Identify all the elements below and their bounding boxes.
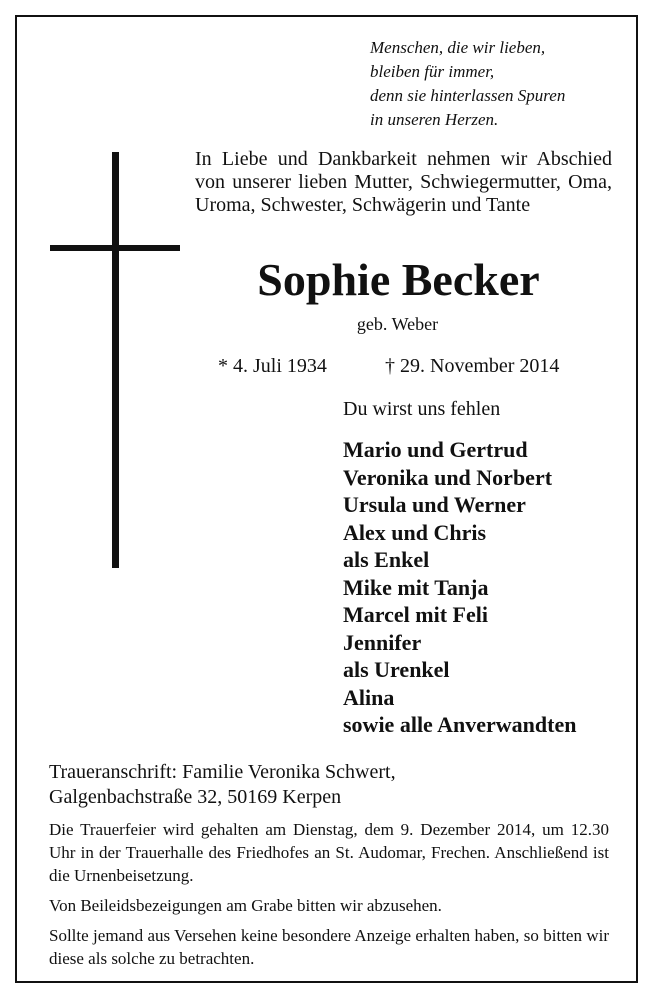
mourner-entry: als Urenkel [343,657,450,682]
mourner-entry: sowie alle Anverwandten [343,712,577,737]
missing-notice-note: Sollte jemand aus Versehen keine besondere Anzeige erhalten haben, so bitten wir diese als solche zu betrachten. [49,926,609,968]
intro-text: In Liebe und Dankbarkeit nehmen wir Abschied von unserer lieben Mutter, Schwiegermutter, Oma, Uroma, Schwester, Schwägerin und Tante [195,148,612,216]
deceased-name: Sophie Becker [257,254,540,305]
death-date: † 29. November 2014 [385,355,560,377]
motto-line: denn sie hinterlassen Spuren [370,86,566,105]
mourner-entry: Ursula und Werner [343,492,526,517]
maiden-name: geb. Weber [356,314,439,334]
motto-line: in unseren Herzen. [370,110,499,129]
mourner-entry: Mario und Gertrud [343,437,528,462]
mourner-entry: Marcel mit Feli [343,602,488,627]
cross-icon [112,152,119,568]
mourner-entry: Alex und Chris [343,519,487,545]
cross-icon-crossbar [50,245,180,251]
mourner-entry: als Enkel [343,547,430,572]
motto-line: Menschen, die wir lieben, [370,38,546,57]
mourner-entry: Jennifer [343,629,422,655]
farewell-line: Du wirst uns fehlen [343,398,501,420]
mourner-entry: Mike mit Tanja [343,574,489,600]
mourners-list [343,436,576,739]
condolence-notice: Von Beileidsbezeigungen am Grabe bitten wir abzusehen. [49,896,442,915]
address-line: Traueranschrift: Familie Veronika Schwert, [49,761,396,783]
ceremony-notice: Die Trauerfeier wird gehalten am Dienstag, dem 9. Dezember 2014, um 12.30 Uhr in der Trauerhalle des Friedhofes an St. Audomar, Frechen. Anschließend ist die Urnenbeisetzung. [49,820,609,885]
mourner-entry: Alina [343,684,395,710]
motto-verse [370,36,565,132]
motto-line: bleiben für immer, [370,62,495,81]
address-line: Galgenbachstraße 32, 50169 Kerpen [49,786,342,808]
mourning-address [49,760,396,810]
mourner-entry: Veronika und Norbert [343,464,553,490]
birth-date: * 4. Juli 1934 [218,355,327,377]
